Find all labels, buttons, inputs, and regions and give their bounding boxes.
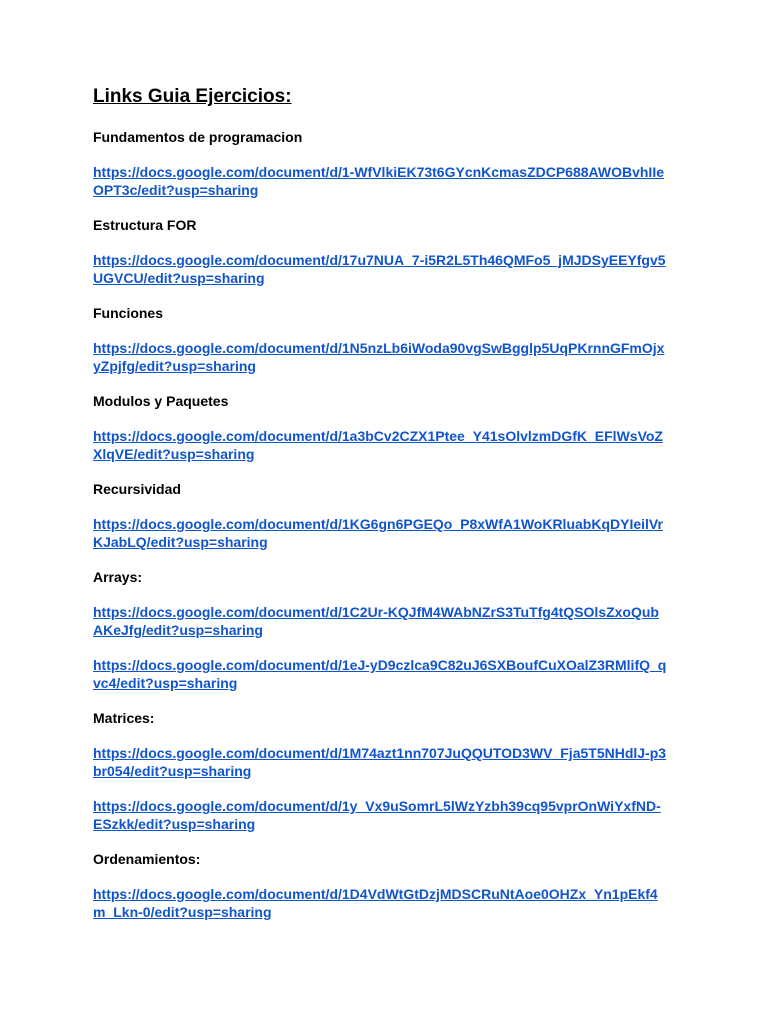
document-link[interactable]: [93, 163, 693, 199]
link-block: [93, 515, 693, 551]
section-heading: Ordenamientos:: [93, 851, 201, 867]
link-text-line: OPT3c/edit?usp=sharing: [93, 182, 259, 198]
link-text-line: KJabLQ/edit?usp=sharing: [93, 534, 268, 550]
section-heading: Matrices:: [93, 710, 155, 726]
link-text-line: https://docs.google.com/document/d/1M74azt1nn707JuQQUTOD3WV_Fja5T5NHdlJ-p3: [93, 745, 667, 761]
document-link[interactable]: [93, 797, 693, 833]
link-text-line: br054/edit?usp=sharing: [93, 763, 252, 779]
document-link[interactable]: [93, 603, 693, 639]
section-heading: Recursividad: [93, 481, 181, 497]
document-link[interactable]: [93, 251, 693, 287]
document-link[interactable]: [93, 515, 693, 551]
link-block: [93, 744, 693, 780]
document-link[interactable]: [93, 427, 693, 463]
link-text-line: yZpjfg/edit?usp=sharing: [93, 358, 256, 374]
link-text-line: ESzkk/edit?usp=sharing: [93, 816, 256, 832]
link-block: [93, 163, 693, 199]
link-text-line: https://docs.google.com/document/d/1y_Vx9uSomrL5lWzYzbh39cq95vprOnWiYxfND-: [93, 798, 661, 814]
section-heading: Arrays:: [93, 569, 143, 585]
link-text-line: https://docs.google.com/document/d/1D4VdWtGtDzjMDSCRuNtAoe0OHZx_Yn1pEkf4: [93, 886, 658, 902]
link-text-line: https://docs.google.com/document/d/1C2Ur-KQJfM4WAbNZrS3TuTfg4tQSOlsZxoQub: [93, 604, 659, 620]
link-block: [93, 797, 693, 833]
section-heading: Funciones: [93, 305, 164, 321]
document-link[interactable]: [93, 339, 693, 375]
document-link[interactable]: [93, 744, 693, 780]
link-block: [93, 339, 693, 375]
link-block: [93, 427, 693, 463]
link-block: [93, 251, 693, 287]
link-text-line: https://docs.google.com/document/d/1-WfVlkiEK73t6GYcnKcmasZDCP688AWOBvhIIe: [93, 164, 664, 180]
section-heading: Fundamentos de programacion: [93, 129, 303, 145]
document-link[interactable]: [93, 885, 693, 921]
link-text-line: UGVCU/edit?usp=sharing: [93, 270, 265, 286]
link-text-line: https://docs.google.com/document/d/1KG6gn6PGEQo_P8xWfA1WoKRluabKqDYIeilVr: [93, 516, 663, 532]
document-page: [93, 85, 693, 938]
link-block: [93, 656, 693, 692]
link-text-line: https://docs.google.com/document/d/1N5nzLb6iWoda90vgSwBgglp5UqPKrnnGFmOjx: [93, 340, 665, 356]
document-link[interactable]: [93, 656, 693, 692]
link-block: [93, 603, 693, 639]
link-text-line: https://docs.google.com/document/d/1a3bCv2CZX1Ptee_Y41sOlvlzmDGfK_EFlWsVoZ: [93, 428, 663, 444]
link-text-line: m_Lkn-0/edit?usp=sharing: [93, 904, 272, 920]
link-block: [93, 885, 693, 921]
section-heading: Estructura FOR: [93, 217, 197, 233]
sections-container: [93, 128, 693, 921]
document-title: Links Guia Ejercicios:: [93, 86, 292, 107]
link-text-line: XlqVE/edit?usp=sharing: [93, 446, 255, 462]
link-text-line: https://docs.google.com/document/d/1eJ-yD9czlca9C82uJ6SXBoufCuXOalZ3RMlifQ_q: [93, 657, 667, 673]
link-text-line: https://docs.google.com/document/d/17u7NUA_7-i5R2L5Th46QMFo5_jMJDSyEEYfgv5: [93, 252, 666, 268]
link-text-line: AKeJfg/edit?usp=sharing: [93, 622, 263, 638]
section-heading: Modulos y Paquetes: [93, 393, 229, 409]
link-text-line: vc4/edit?usp=sharing: [93, 675, 238, 691]
